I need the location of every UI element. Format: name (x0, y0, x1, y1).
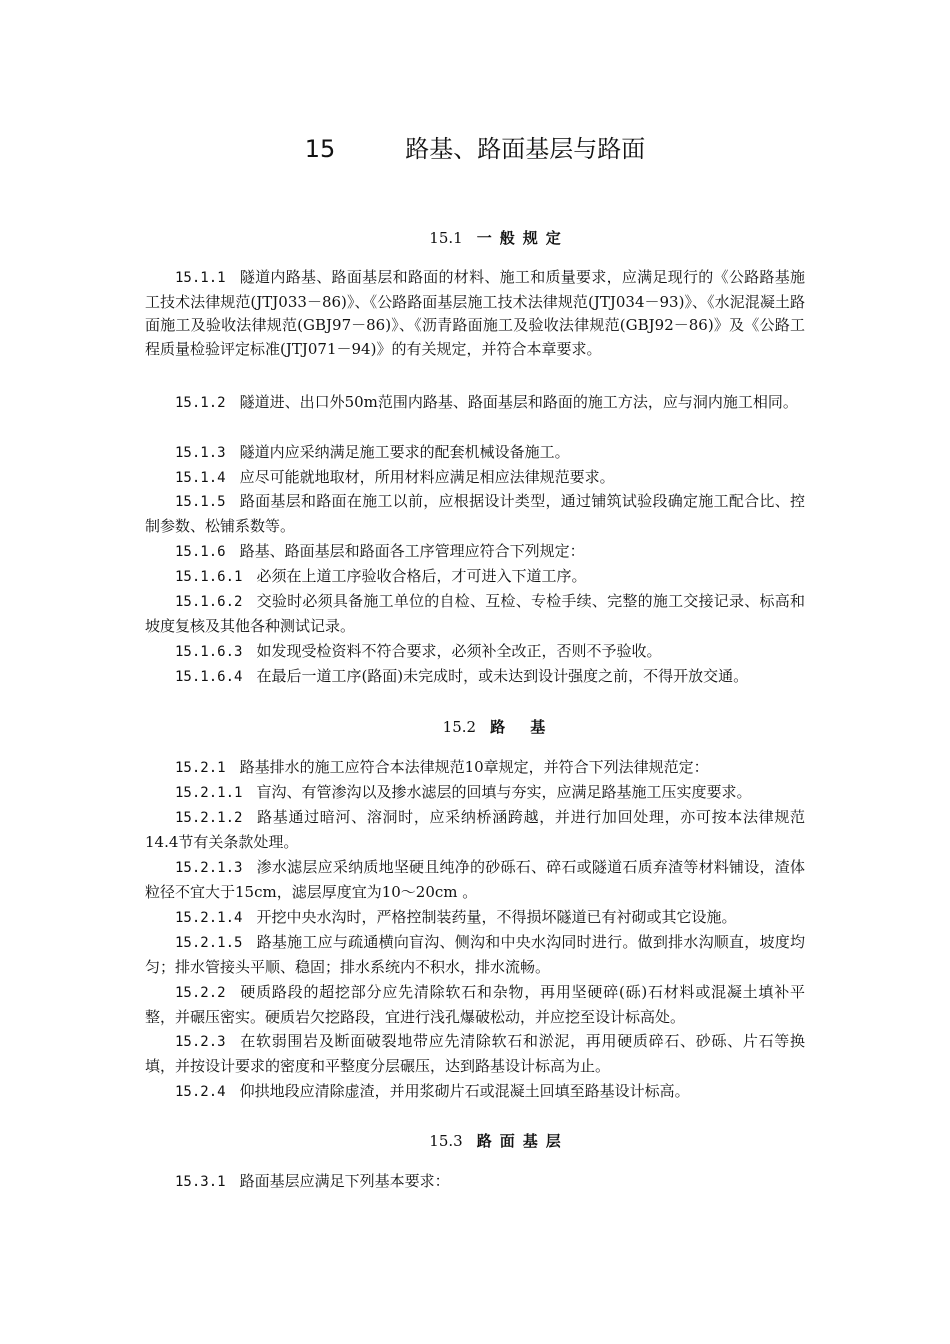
clause-text: 如发现受检资料不符合要求，必须补全改正，否则不予验收。 (256, 642, 662, 660)
section-heading (0, 1131, 950, 1151)
clause-number: 15.1.4 (175, 470, 226, 486)
clause-text: 开挖中央水沟时，严格控制装药量，不得损坏隧道已有衬砌或其它设施。 (256, 908, 737, 926)
clause-number: 15.2.1.5 (175, 935, 243, 951)
clause-text: 在软弱围岩及断面破裂地带应先清除软石和淤泥，再用硬质碎石、砂砾、片石等换填，并按设计要求的密度和平整度分层碾压，达到路基设计标高为止。 (145, 1032, 805, 1075)
clause-number: 15.2.3 (175, 1034, 226, 1050)
section-name: 一般规定 (476, 229, 569, 247)
clause-text: 盲沟、有管渗沟以及掺水滤层的回填与夯实，应满足路基施工压实度要求。 (256, 783, 752, 801)
clause-number: 15.1.6.2 (175, 594, 243, 610)
clause-paragraph (145, 981, 805, 1029)
clause-number: 15.1.6.3 (175, 644, 243, 660)
clause-number: 15.1.5 (175, 494, 226, 510)
clause-paragraph (145, 640, 805, 665)
section-heading (0, 228, 950, 248)
clause-paragraph (145, 781, 805, 806)
clause-text: 路基通过暗河、溶洞时，应采纳桥涵跨越，并进行加回处理，亦可按本法律规范14.4节有关条款处理。 (145, 808, 805, 851)
clause-number: 15.2.2 (175, 985, 226, 1001)
clause-paragraph (145, 665, 805, 690)
clause-number: 15.1.1 (175, 270, 226, 286)
clause-paragraph (145, 540, 805, 565)
clause-text: 必须在上道工序验收合格后，才可进入下道工序。 (256, 567, 587, 585)
clause-number: 15.1.6.1 (175, 569, 243, 585)
clause-number: 15.1.6 (175, 544, 226, 560)
clause-number: 15.2.1.2 (175, 810, 243, 826)
clause-text: 应尽可能就地取材，所用材料应满足相应法律规范要求。 (239, 468, 615, 486)
clause-paragraph (145, 856, 805, 904)
clause-text: 路基、路面基层和路面各工序管理应符合下列规定： (239, 542, 585, 560)
clause-number: 15.1.2 (175, 395, 226, 411)
clause-paragraph (145, 266, 805, 361)
clause-paragraph (145, 1030, 805, 1078)
clause-paragraph (145, 590, 805, 638)
section-name: 路面基层 (476, 1132, 569, 1150)
clause-text: 仰拱地段应清除虚渣，并用浆砌片石或混凝土回填至路基设计标高。 (239, 1082, 690, 1100)
clause-paragraph (145, 565, 805, 590)
clause-paragraph (145, 466, 805, 491)
section-number: 15.3 (429, 1132, 463, 1150)
section-number: 15.2 (442, 718, 477, 736)
clause-paragraph (145, 906, 805, 931)
chapter-number: 15 (304, 135, 336, 163)
clause-number: 15.1.3 (175, 445, 226, 461)
clause-paragraph (145, 490, 805, 538)
clause-text: 路基排水的施工应符合本法律规范10章规定，并符合下列法律规范定： (239, 758, 709, 776)
chapter-title (0, 133, 950, 165)
clause-paragraph (145, 931, 805, 979)
clause-number: 15.1.6.4 (175, 669, 243, 685)
section-heading (0, 717, 950, 737)
clause-text: 隧道进、出口外50m范围内路基、路面基层和路面的施工方法，应与洞内施工相同。 (239, 393, 798, 411)
clause-text: 隧道内应采纳满足施工要求的配套机械设备施工。 (239, 443, 570, 461)
section-number: 15.1 (429, 229, 463, 247)
clause-number: 15.2.1.3 (175, 860, 243, 876)
clause-number: 15.2.1.4 (175, 910, 243, 926)
clause-text: 交验时必须具备施工单位的自检、互检、专检手续、完整的施工交接记录、标高和坡度复核及其他各种测试记录。 (145, 592, 805, 635)
clause-text: 渗水滤层应采纳质地坚硬且纯净的砂砾石、碎石或隧道石质弃渣等材料铺设，渣体粒径不宜大于15cm，滤层厚度宜为10～20cm 。 (145, 858, 805, 901)
clause-paragraph (145, 1170, 805, 1195)
section-name: 路 基 (490, 718, 556, 736)
clause-number: 15.2.4 (175, 1084, 226, 1100)
clause-paragraph (145, 391, 805, 416)
clause-number: 15.2.1 (175, 760, 226, 776)
chapter-name: 路基、路面基层与路面 (405, 135, 646, 163)
clause-text: 硬质路段的超挖部分应先清除软石和杂物，再用坚硬碎(砾)石材料或混凝土填补平整，并碾压密实。硬质岩欠挖路段，宜进行浅孔爆破松动，并应挖至设计标高处。 (145, 983, 805, 1026)
clause-text: 在最后一道工序(路面)未完成时，或未达到设计强度之前，不得开放交通。 (256, 667, 749, 685)
clause-paragraph (145, 756, 805, 781)
clause-paragraph (145, 1080, 805, 1105)
clause-text: 路基施工应与疏通横向盲沟、侧沟和中央水沟同时进行。做到排水沟顺直，坡度均匀；排水管接头平顺、稳固；排水系统内不积水，排水流畅。 (145, 933, 805, 976)
clause-text: 路面基层和路面在施工以前，应根据设计类型，通过铺筑试验段确定施工配合比、控制参数、松铺系数等。 (145, 492, 805, 535)
clause-text: 路面基层应满足下列基本要求： (239, 1172, 450, 1190)
clause-paragraph (145, 441, 805, 466)
clause-paragraph (145, 806, 805, 854)
clause-text: 隧道内路基、路面基层和路面的材料、施工和质量要求，应满足现行的《公路路基施工技术法律规范(JTJ033－86)》、《公路路面基层施工技术法律规范(JTJ034－93)》、《水泥混凝土路面施工及验收法律规范(GBJ97－86)》、《沥青路面施工及验收法律规范(GBJ92－86)》及《公路工程质量检验评定标准(JTJ071－94)》的有关规定，并符合本章要求。 (145, 268, 805, 358)
clause-number: 15.3.1 (175, 1174, 226, 1190)
clause-number: 15.2.1.1 (175, 785, 243, 801)
